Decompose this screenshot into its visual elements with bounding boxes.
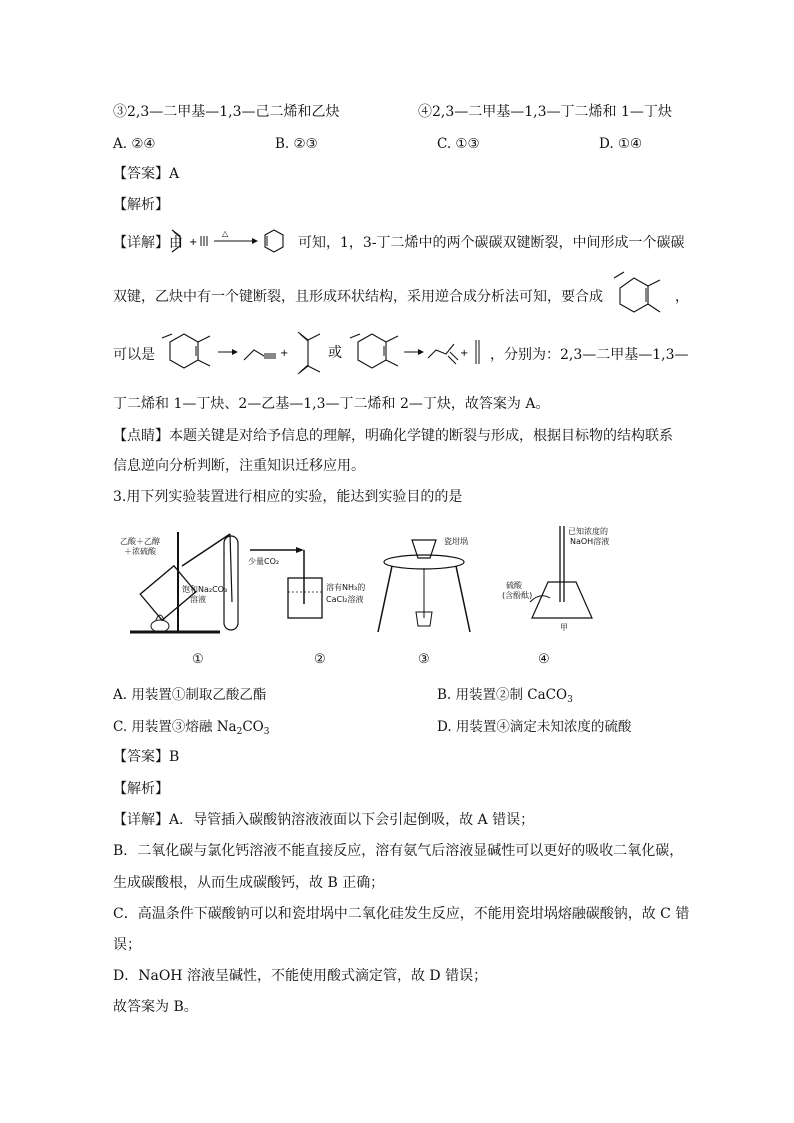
detail-line-2: 双键，乙炔中有一个键断裂，且形成环状结构，采用逆合成分析法可知，要合成: [113, 289, 603, 305]
reaction-scheme: [170, 226, 298, 258]
detail-prefix: 由: [169, 235, 183, 251]
q3-analysis-tag: 【解析】: [113, 781, 169, 797]
svg-text:+: +: [460, 348, 469, 359]
detail-tag: 【详解】: [113, 235, 169, 251]
apparatus-2: [248, 547, 365, 618]
q3-answer-line: 【答案】B: [113, 749, 180, 765]
svg-text:瓷坩埚: 瓷坩埚: [444, 537, 468, 546]
svg-text:CaCl₂溶液: CaCl₂溶液: [326, 595, 364, 604]
apparatus-3: [378, 536, 470, 632]
svg-text:已知浓度的: 已知浓度的: [568, 527, 608, 536]
q3-detail-b2: 生成碳酸根，从而生成碳酸钙，故 B 正确；: [113, 875, 385, 891]
q3-option-c: C. 用装置③熔融 $Na_2CO_3$: [113, 719, 270, 737]
fig-number-3: ③: [418, 652, 430, 667]
svg-text:少量CO₂: 少量CO₂: [248, 557, 280, 566]
svg-text:饱和Na₂CO₃: 饱和Na₂CO₃: [182, 585, 228, 594]
q3-option-a: A. 用装置①制取乙酸乙酯: [113, 687, 267, 703]
svg-text:溶有NH₃的: 溶有NH₃的: [326, 583, 366, 592]
point-tag: 【点睛】: [113, 428, 169, 444]
option-a: A. ②④: [113, 136, 156, 152]
detail-line-1-text: 可知，1，3-丁二烯中的两个碳碳双键断裂，中间形成一个碳碳: [298, 235, 685, 251]
svg-text:NaOH溶液: NaOH溶液: [570, 537, 610, 546]
answer-value: A: [169, 166, 180, 182]
answer-tag: 【答案】: [113, 166, 169, 182]
delta-label: △: [222, 229, 229, 238]
detail-line-4: 丁二烯和 1—丁炔、2—乙基—1,3—丁二烯和 2—丁炔，故答案为 A。: [113, 396, 550, 412]
detail-line-3-end: ，分别为：2,3—二甲基—1,3—: [490, 347, 689, 363]
point-line-2: 信息逆向分析判断，注重知识迁移应用。: [113, 458, 365, 474]
q3-detail-a: 【详解】A．导管插入碳酸钠溶液液面以下会引起倒吸，故 A 错误；: [113, 812, 535, 828]
retrosynthesis-scheme: [158, 326, 488, 384]
q3-detail-c2: 误；: [113, 937, 141, 953]
detail-line-3: 可以是: [113, 347, 155, 363]
fig-number-1: ①: [192, 652, 204, 667]
svg-text:＋浓硫酸: ＋浓硫酸: [124, 547, 156, 556]
option-d: D. ①④: [599, 136, 643, 152]
apparatus-1: [120, 532, 238, 632]
svg-text:溶液: 溶液: [190, 595, 206, 604]
q3-detail-c1: C．高温条件下碳酸钠可以和瓷坩埚中二氧化硅发生反应，不能用瓷坩埚熔融碳酸钠，故 C 错: [113, 906, 690, 922]
svg-text:硫酸: 硫酸: [506, 581, 522, 590]
fig-number-4: ④: [538, 652, 550, 667]
q3-detail-b1: B．二氧化碳与氯化钙溶液不能直接反应，溶有氨气后溶液显碱性可以更好的吸收二氧化碳，: [113, 843, 684, 859]
analysis-tag: 【解析】: [113, 197, 169, 213]
svg-text:(含酚酞): (含酚酞): [502, 591, 533, 600]
q3-stem: 3.用下列实验装置进行相应的实验，能达到实验目的的是: [113, 489, 463, 505]
q3-conclusion: 故答案为 B。: [113, 999, 198, 1015]
choice-3: ③2,3—二甲基—1,3—己二烯和乙炔: [113, 104, 340, 120]
fig-number-2: ②: [314, 652, 326, 667]
apparatus-4: [502, 526, 609, 632]
option-c: C. ①③: [437, 136, 480, 152]
choice-4: ④2,3—二甲基—1,3—丁二烯和 1—丁炔: [418, 104, 672, 120]
or-label: 或: [328, 345, 342, 361]
detail-line-2-end: ，: [675, 289, 689, 305]
q3-answer-value: B: [169, 749, 180, 765]
option-b: B. ②③: [275, 136, 318, 152]
q3-option-b: B. 用装置②制 CaCO$_3$: [437, 687, 573, 705]
svg-text:乙酸＋乙醇: 乙酸＋乙醇: [120, 537, 160, 546]
target-molecule: [610, 268, 670, 320]
apparatus-figure: [120, 522, 640, 642]
svg-text:甲: 甲: [560, 623, 568, 632]
answer-line: [113, 165, 179, 183]
svg-text:+: +: [189, 237, 198, 248]
q3-option-d: D. 用装置④滴定未知浓度的硫酸: [437, 719, 632, 735]
svg-text:+: +: [280, 348, 289, 359]
point-line-1: 【点睛】本题关键是对给予信息的理解，明确化学键的断裂与形成，根据目标物的结构联系: [113, 428, 673, 444]
q3-detail-d: D．NaOH 溶液呈碱性，不能使用酸式滴定管，故 D 错误；: [113, 968, 488, 984]
